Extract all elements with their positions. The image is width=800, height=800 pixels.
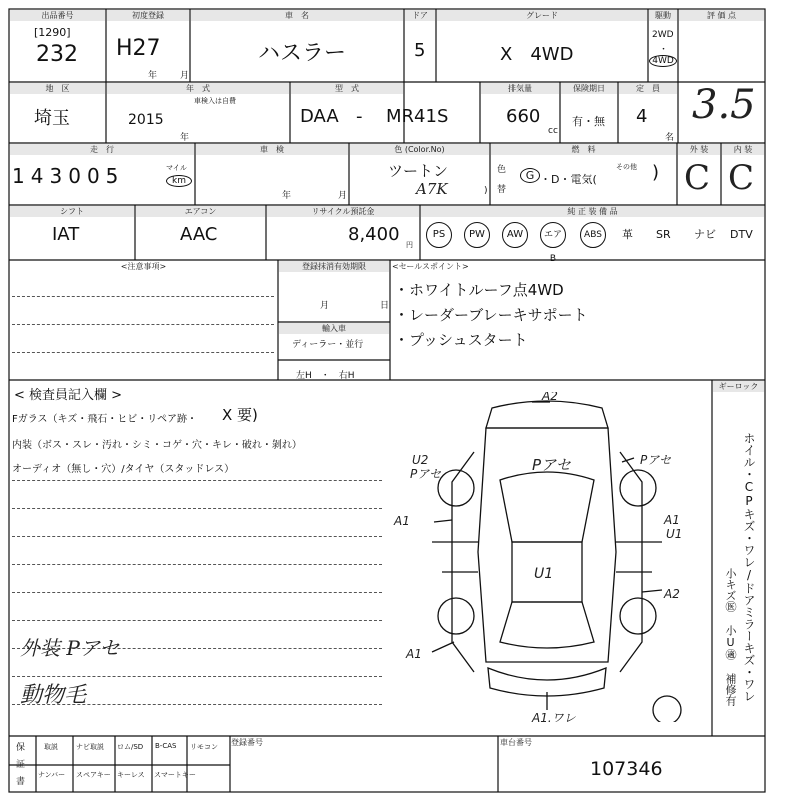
handwritten-note: 外装 Pアセ — [20, 636, 120, 660]
header-insurance: 保険期日 — [561, 83, 617, 94]
header-sales-points: <セールスポイント> — [392, 262, 469, 271]
recycle: 8,400 — [348, 224, 400, 245]
footer-spare-key: スペアキー — [76, 771, 111, 779]
header-first-reg: 初度登録 — [107, 10, 189, 21]
mark-front-left-2: Pアセ — [410, 467, 442, 481]
mileage-digit: 3 — [49, 164, 63, 188]
mileage-digit: 4 — [30, 164, 44, 188]
capacity: 4 — [636, 106, 648, 127]
equip-ps: PS — [426, 222, 452, 248]
header-certificate: 登録番号 — [231, 738, 263, 747]
sales-point: ・レーダーブレーキサポート — [394, 306, 588, 324]
footer-manual: 取説 — [44, 743, 58, 751]
equip-pw: PW — [464, 222, 490, 248]
mark-bottom: A1.ワレ — [532, 711, 576, 722]
car-name: ハスラー — [258, 41, 347, 66]
fuel-gas: G — [520, 168, 540, 183]
footer-smart-key: スマートキー — [154, 771, 196, 779]
mileage-digit: 5 — [105, 164, 119, 188]
model-dash: - — [356, 106, 363, 127]
header-equipment: 純 正 装 備 品 — [421, 206, 764, 217]
header-doors: ドア — [405, 10, 435, 21]
inspector-interior: 内装（ボス・スレ・汚れ・シミ・コゲ・穴・キレ・破れ・剝れ） — [12, 440, 302, 451]
mark-top: A2 — [542, 392, 558, 403]
displacement-unit: cc — [548, 126, 558, 136]
sales-points — [394, 278, 588, 353]
grade: X 4WD — [500, 44, 574, 65]
model-year: 2015 — [128, 112, 164, 128]
ac: AAC — [180, 224, 218, 245]
footer-keyless: キーレス — [117, 771, 145, 779]
header-location: 地 区 — [10, 83, 105, 94]
header-model: 型 式 — [291, 83, 403, 94]
mark-rear-left: A1 — [406, 647, 422, 661]
color-name: ツートン — [388, 162, 449, 180]
sales-point: ・ホワイトルーフ点4WD — [394, 281, 564, 299]
vertical-note: ホイル・CPキズ・ワレ/ドアミラーキズ・ワレ — [742, 432, 756, 702]
header-import: 輸入車 — [279, 323, 389, 334]
frame-number: 107346 — [590, 758, 663, 780]
fuel-close: ) — [652, 162, 660, 183]
header-score: 評 価 点 — [679, 10, 764, 21]
recycle-unit: 円 — [406, 241, 413, 249]
mark-hood: Pアセ — [532, 456, 571, 474]
reg-day: 日 — [380, 301, 390, 311]
header-fuel: 燃 料 — [491, 144, 676, 155]
fuel-other: その他 — [616, 163, 637, 171]
header-frame: 車台番号 — [500, 738, 532, 747]
color-code: A7K — [416, 180, 448, 198]
header-reg-expiry: 登録抹消有効期限 — [279, 261, 389, 272]
mark-right-rear: A2 — [664, 587, 680, 601]
score: 3.5 — [692, 82, 756, 128]
header-mileage: 走 行 — [10, 144, 194, 155]
equip-leather: 革 — [622, 228, 633, 241]
footer-navi-manual: ナビ取説 — [76, 743, 104, 751]
shaken-year: 年 — [282, 191, 292, 201]
mark-roof: U1 — [534, 566, 554, 582]
header-interior: 内 装 — [722, 144, 764, 155]
mileage-km: km — [166, 175, 192, 187]
handwritten-note: 動物毛 — [20, 683, 87, 708]
interior-grade: C — [728, 158, 755, 198]
header-notes: <注意事項> — [120, 262, 167, 271]
first-reg-era: H27 — [116, 36, 161, 61]
equip-dtv: DTV — [730, 228, 753, 241]
footer-rom: ロム/SD — [117, 743, 144, 751]
sales-point: ・プッシュスタート — [394, 331, 528, 349]
footer-remote: リモコン — [190, 743, 218, 751]
inspector-title: < 検査員記入欄 > — [14, 388, 123, 403]
exterior-grade: C — [684, 158, 711, 198]
equip-airbag: エアB — [540, 222, 566, 248]
header-shaken: 車 検 — [196, 144, 348, 155]
drive-4wd: 4WD — [649, 55, 677, 67]
fuel-options: ・D・電気( — [540, 173, 597, 186]
mark-front-right: Pアセ — [640, 453, 672, 467]
import-options: ディーラー・並行 — [292, 340, 364, 350]
header-car-name: 車 名 — [191, 10, 403, 21]
header-displacement: 排気量 — [481, 83, 559, 94]
first-reg-year-unit: 年 — [148, 71, 158, 81]
inspector-glass: Fガラス（キズ・飛石・ヒビ・リペア跡・ — [12, 414, 198, 425]
car-damage-diagram — [382, 392, 712, 722]
header-exterior: 外 装 — [678, 144, 720, 155]
mark-right-door-1: A1 — [664, 513, 680, 527]
header-shift: シフト — [10, 206, 134, 217]
vertical-note-2: 小キズ㊩ 小U㊜ 補修有 — [724, 568, 737, 706]
mileage-digit: 0 — [68, 164, 81, 188]
lot-bracket: [1290] — [34, 26, 71, 39]
model-code: MR41S — [386, 106, 449, 127]
header-model-year: 年 式 — [107, 83, 289, 94]
model-prefix: DAA — [300, 106, 339, 127]
header-lot: 出品番号 — [10, 10, 105, 21]
inspector-audio: オーディオ（無し・穴）/タイヤ（スタッドレス） — [12, 464, 235, 475]
color-label: 色 — [497, 165, 507, 175]
shift: IAT — [52, 224, 80, 245]
footer-bcas: B-CAS — [155, 742, 177, 750]
mark-right-door-2: U1 — [666, 527, 683, 541]
small-note: 車検入は自費 — [194, 97, 236, 105]
equip-aw: AW — [502, 222, 528, 248]
header-recycle: リサイクル預託金 — [267, 206, 419, 217]
equip-sr: SR — [656, 228, 671, 241]
mileage-mile: マイル — [166, 164, 187, 172]
displacement: 660 — [506, 106, 541, 127]
model-year-unit: 年 — [180, 133, 190, 143]
handle: 左H ・ 右H — [296, 371, 355, 381]
color-close: ) — [484, 186, 488, 196]
reg-month: 月 — [320, 301, 330, 311]
mileage-digit: 1 — [12, 164, 25, 188]
lot-number: 232 — [36, 42, 78, 67]
header-grade: グレード — [437, 10, 647, 21]
mileage-digits — [12, 164, 118, 188]
footer-plate: ナンバー — [38, 771, 66, 779]
doors: 5 — [414, 40, 426, 61]
mark-left-door: A1 — [394, 514, 410, 528]
capacity-unit: 名 — [665, 133, 675, 143]
color-change: 替 — [497, 185, 507, 195]
first-reg-month-unit: 月 — [180, 71, 190, 81]
shaken-month: 月 — [338, 191, 348, 201]
insurance: 有・無 — [572, 115, 605, 128]
header-ac: エアコン — [136, 206, 265, 217]
header-keys: ギーロック — [713, 381, 764, 392]
footer-side-labels: 保 証 書 — [16, 743, 26, 787]
mileage-digit: 0 — [86, 164, 100, 188]
glass-mark: X 要) — [222, 406, 258, 424]
equip-abs: ABS — [580, 222, 606, 248]
drive-sep: ・ — [659, 45, 669, 55]
equip-navi: ナビ — [694, 228, 716, 241]
header-drive: 駆動 — [649, 10, 677, 21]
mark-front-left-1: U2 — [412, 453, 429, 467]
header-color: 色 (Color.No) — [350, 144, 489, 155]
drive-2wd: 2WD — [652, 30, 674, 40]
location: 埼玉 — [34, 108, 70, 129]
header-capacity: 定 員 — [619, 83, 677, 94]
